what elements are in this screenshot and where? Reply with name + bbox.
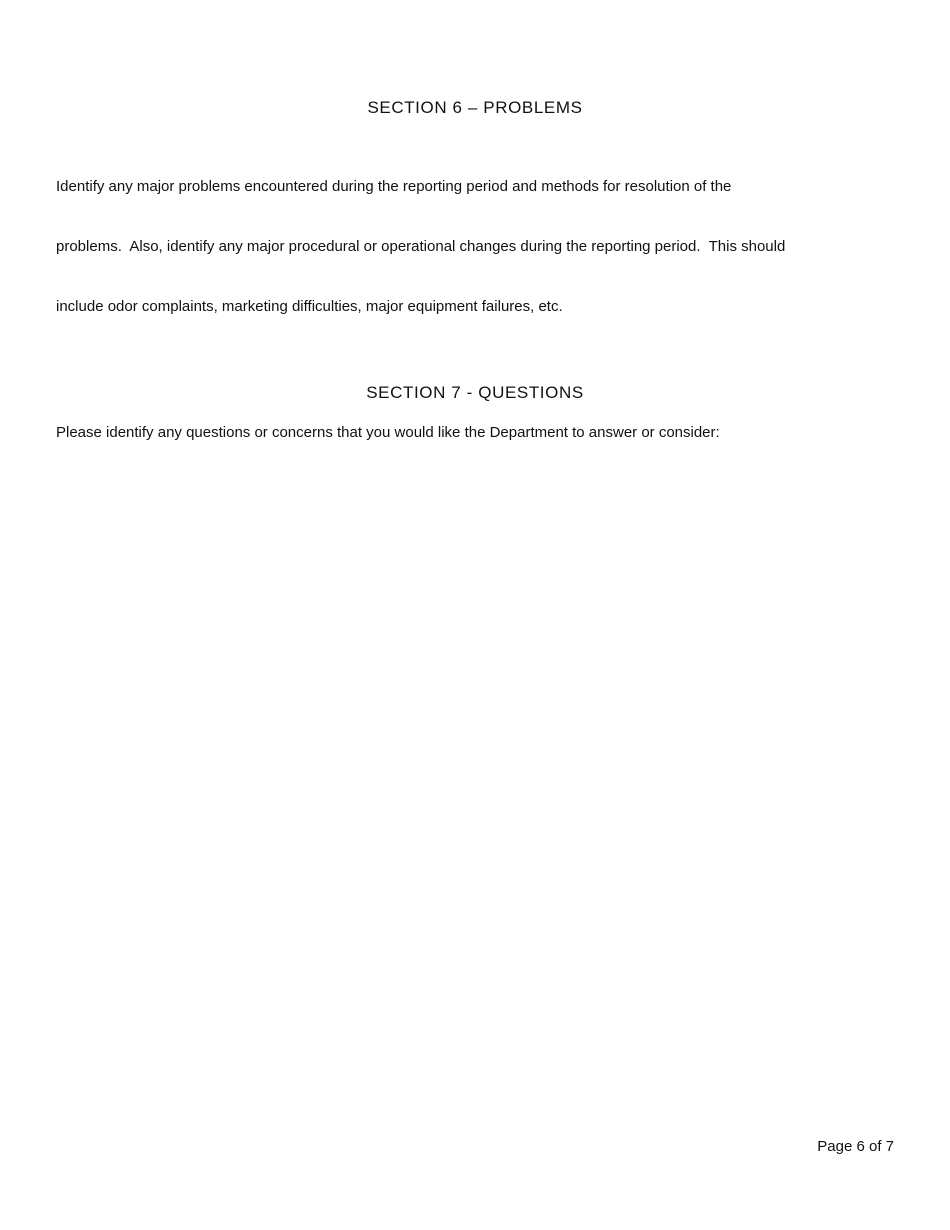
section-6-instructions (56, 137, 785, 337)
instruction-line: problems. Also, identify any major procedural or operational changes during the reporting period. This should (56, 238, 786, 255)
section-7-instructions: Please identify any questions or concerns that you would like the Department to answer or consider: (56, 424, 720, 441)
section-6-heading: SECTION 6 – PROBLEMS (367, 98, 583, 117)
page-number: Page 6 of 7 (817, 1138, 894, 1155)
section-7-heading: SECTION 7 - QUESTIONS (366, 383, 584, 402)
instruction-line: include odor complaints, marketing difficulties, major equipment failures, etc. (56, 298, 563, 315)
instruction-line: Identify any major problems encountered during the reporting period and methods for resolution of the (56, 178, 732, 195)
